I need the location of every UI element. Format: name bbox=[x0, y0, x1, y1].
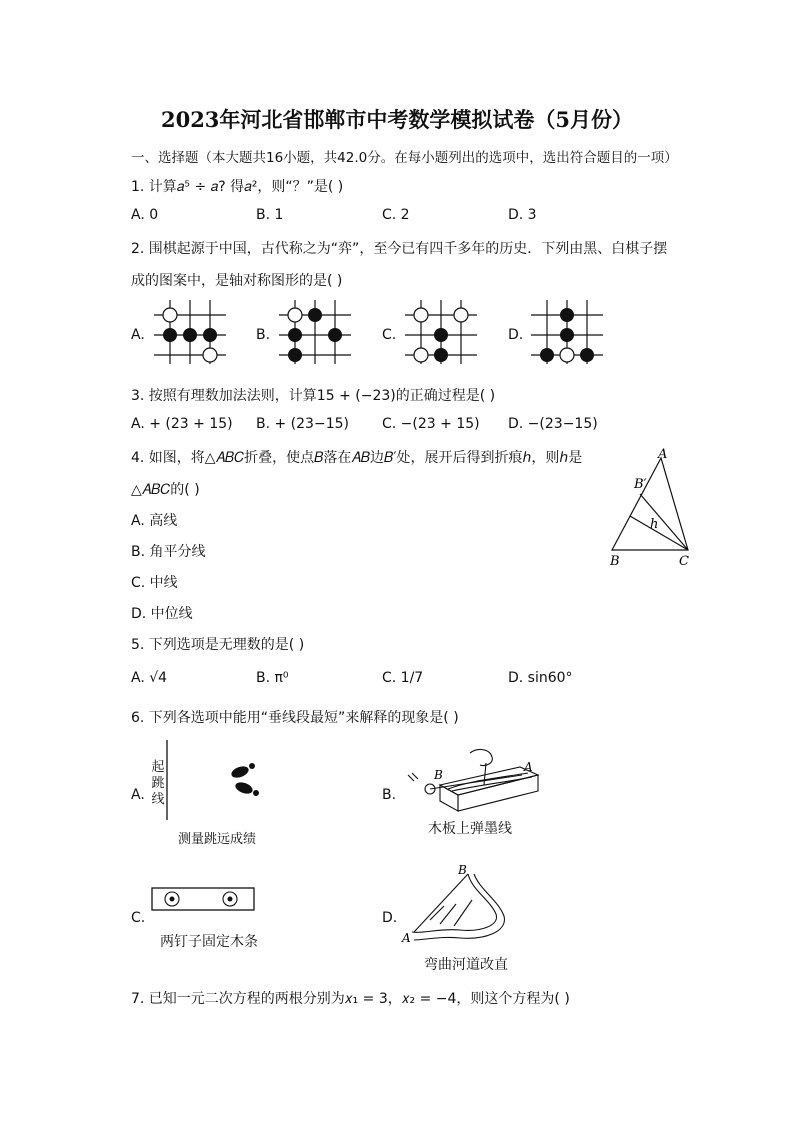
river-point-b-label: B bbox=[458, 863, 467, 877]
label-c: C bbox=[679, 554, 689, 569]
question-5-stem: 5. 下列选项是无理数的是( ) bbox=[131, 637, 305, 653]
q5-option-a: A. √4 bbox=[131, 670, 168, 686]
point-a-label: A bbox=[524, 760, 533, 774]
go-pattern-c bbox=[401, 296, 481, 366]
label-b: B bbox=[610, 554, 620, 569]
q2-label-d: D. bbox=[508, 327, 524, 343]
q6-label-c: C. bbox=[131, 910, 146, 926]
go-pattern-b bbox=[275, 296, 355, 366]
river-point-a-label: A bbox=[402, 931, 411, 945]
caption-a: 测量跳远成绩 bbox=[178, 832, 257, 847]
question-2-stem-line2: 成的图案中，是轴对称图形的是( ) bbox=[131, 273, 343, 289]
question-4-stem-line1: 4. 如图，将△𝐴𝐵𝐶折叠，使点𝐵落在𝐴𝐵边𝐵′处，展开后得到折痕ℎ，则ℎ是 bbox=[131, 450, 583, 466]
q6-label-b: B. bbox=[382, 787, 397, 803]
ink-line-board-figure bbox=[400, 745, 550, 817]
question-3-stem: 3. 按照有理数加法法则，计算15 + (−23)的正确过程是( ) bbox=[131, 388, 496, 404]
label-a: A bbox=[658, 447, 668, 462]
q4-option-a: A. 高线 bbox=[131, 513, 178, 529]
q6-label-a: A. bbox=[131, 787, 145, 803]
q4-option-d: D. 中位线 bbox=[131, 606, 193, 622]
long-jump-figure bbox=[164, 738, 274, 824]
footprint-icon bbox=[230, 763, 259, 796]
q4-option-b: B. 角平分线 bbox=[131, 544, 206, 560]
go-pattern-d bbox=[527, 296, 607, 366]
q1-option-b: B. 1 bbox=[256, 207, 284, 223]
q5-option-c: C. 1/7 bbox=[382, 670, 424, 686]
nailed-strip-figure bbox=[150, 886, 258, 914]
go-pattern-a bbox=[150, 296, 230, 366]
triangle-fold-figure bbox=[600, 444, 710, 574]
caption-d: 弯曲河道改直 bbox=[424, 957, 508, 973]
question-2-stem-line1: 2. 围棋起源于中国，古代称之为“弈”，至今已有四千多年的历史．下列由黑、白棋子摆 bbox=[131, 241, 668, 257]
river-straightening-figure bbox=[400, 860, 530, 950]
label-h: h bbox=[650, 517, 659, 532]
caption-b: 木板上弹墨线 bbox=[428, 821, 512, 837]
question-1-stem: 1. 计算𝑎⁵ ÷ 𝑎? 得𝑎²，则“？”是( ) bbox=[131, 179, 344, 195]
q1-option-a: A. 0 bbox=[131, 207, 159, 223]
question-6-stem: 6. 下列各选项中能用“垂线段最短”来解释的现象是( ) bbox=[131, 710, 459, 726]
q3-option-c: C. −(23 + 15) bbox=[382, 416, 480, 432]
q5-option-b: B. π⁰ bbox=[256, 670, 289, 686]
q2-label-c: C. bbox=[382, 327, 397, 343]
question-7-stem: 7. 已知一元二次方程的两根分别为𝑥₁ = 3，𝑥₂ = −4，则这个方程为( ) bbox=[131, 991, 570, 1007]
nail-icon bbox=[223, 892, 237, 906]
label-b-prime: B′ bbox=[634, 477, 647, 492]
point-b-label: B bbox=[434, 768, 443, 782]
caption-c: 两钉子固定木条 bbox=[160, 934, 258, 950]
section-heading: 一、选择题（本大题共16小题，共42.0分。在每小题列出的选项中，选出符合题目的一项） bbox=[131, 150, 678, 166]
q3-option-a: A. + (23 + 15) bbox=[131, 416, 233, 432]
q5-option-d: D. sin60° bbox=[508, 670, 573, 686]
q4-option-c: C. 中线 bbox=[131, 575, 178, 591]
q3-option-d: D. −(23−15) bbox=[508, 416, 598, 432]
q1-option-c: C. 2 bbox=[382, 207, 410, 223]
nail-icon bbox=[165, 892, 179, 906]
takeoff-line-label: 起 跳 线 bbox=[151, 760, 165, 807]
q2-label-a: A. bbox=[131, 327, 145, 343]
question-4-stem-line2: △𝐴𝐵𝐶的( ) bbox=[131, 482, 200, 498]
q1-option-d: D. 3 bbox=[508, 207, 537, 223]
page-title: 2023年河北省邯郸市中考数学模拟试卷（5月份） bbox=[160, 107, 634, 132]
q3-option-b: B. + (23−15) bbox=[256, 416, 349, 432]
q6-label-d: D. bbox=[382, 910, 398, 926]
q2-label-b: B. bbox=[256, 327, 271, 343]
